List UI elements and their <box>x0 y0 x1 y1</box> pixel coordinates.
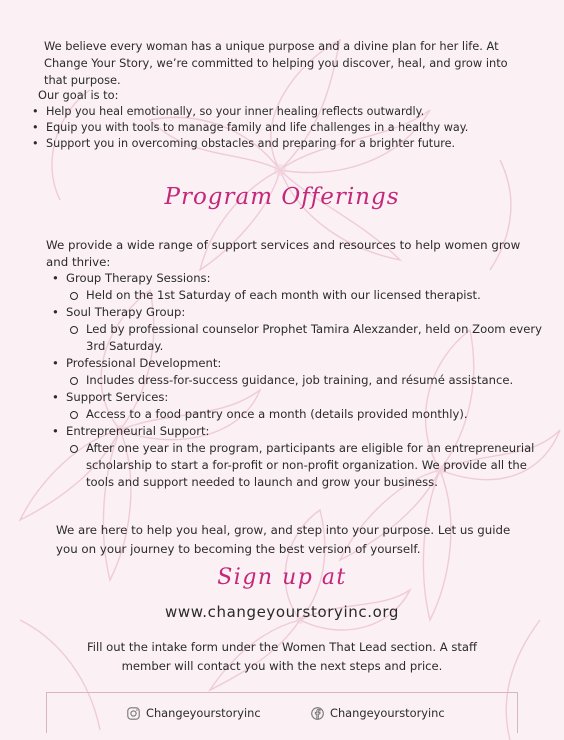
offering-title: Support Services: <box>66 390 169 404</box>
goal-title: Our goal is to: <box>38 88 119 102</box>
social-footer <box>46 692 518 733</box>
facebook-icon <box>311 707 324 720</box>
offering-detail-text: Access to a food pantry once a month (details provided monthly). <box>86 407 468 421</box>
offering-detail <box>66 372 546 389</box>
offering-item <box>46 304 546 355</box>
offering-detail-text: After one year in the program, participants are eligible for an entrepreneurial scholarship to start a for-profit or non-profit organization. We provide all the tools and support needed to launch and grow your business. <box>86 441 535 489</box>
bullet-icon: • <box>52 390 59 404</box>
bullet-icon: • <box>52 271 59 285</box>
instagram-icon <box>127 707 140 720</box>
offering-detail-text: Includes dress-for-success guidance, job training, and résumé assistance. <box>86 373 514 387</box>
program-intro: We provide a wide range of support services and resources to help women grow and thrive: <box>46 238 521 269</box>
bullet-icon: • <box>52 356 59 370</box>
facebook-handle: Changeyourstoryinc <box>330 706 445 720</box>
offering-item <box>46 389 546 423</box>
offering-item <box>46 355 546 389</box>
circle-bullet-icon <box>70 326 78 334</box>
offering-title: Professional Development: <box>66 356 222 370</box>
instagram-handle: Changeyourstoryinc <box>146 706 261 720</box>
offering-item <box>46 423 546 491</box>
offering-detail <box>66 321 546 355</box>
goal-item: • Equip you with tools to manage family and life challenges in a healthy way. <box>28 120 468 136</box>
circle-bullet-icon <box>70 411 78 419</box>
offering-item <box>46 270 546 304</box>
offering-detail <box>66 287 546 304</box>
offering-detail <box>66 440 546 491</box>
circle-bullet-icon <box>70 292 78 300</box>
bullet-icon: • <box>52 424 59 438</box>
program-offerings-heading: Program Offerings <box>164 184 400 210</box>
bullet-icon: • <box>52 305 59 319</box>
goal-item: • Support you in overcoming obstacles and preparing for a brighter future. <box>28 136 468 152</box>
offering-detail-text: Led by professional counselor Prophet Tamira Alexzander, held on Zoom every 3rd Saturday. <box>86 322 543 353</box>
signup-instructions: Fill out the intake form under the Women That Lead section. A staff member will contact you with the next steps and price. <box>86 640 478 673</box>
intro-paragraph: We believe every woman has a unique purpose and a divine plan for her life. At Change Your Story, we’re committed to helping you discover, heal, and grow into that purpose. <box>44 39 508 87</box>
website-link[interactable]: www.changeyourstoryinc.org <box>165 603 399 621</box>
offering-title: Soul Therapy Group: <box>66 305 186 319</box>
facebook-link[interactable] <box>311 706 445 720</box>
goal-list <box>28 104 468 152</box>
goal-item: • Help you heal emotionally, so your inner healing reflects outwardly. <box>28 104 468 120</box>
offering-detail <box>66 406 546 423</box>
circle-bullet-icon <box>70 377 78 385</box>
circle-bullet-icon <box>70 445 78 453</box>
offering-title: Group Therapy Sessions: <box>66 271 211 285</box>
offering-detail-text: Held on the 1st Saturday of each month with our licensed therapist. <box>86 288 481 302</box>
offerings-list <box>46 270 546 491</box>
sign-up-heading: Sign up at <box>217 565 347 590</box>
closing-paragraph: We are here to help you heal, grow, and step into your purpose. Let us guide you on your journey to becoming the best version of yourself. <box>56 523 511 556</box>
offering-title: Entrepreneurial Support: <box>66 424 210 438</box>
instagram-link[interactable] <box>127 706 261 720</box>
